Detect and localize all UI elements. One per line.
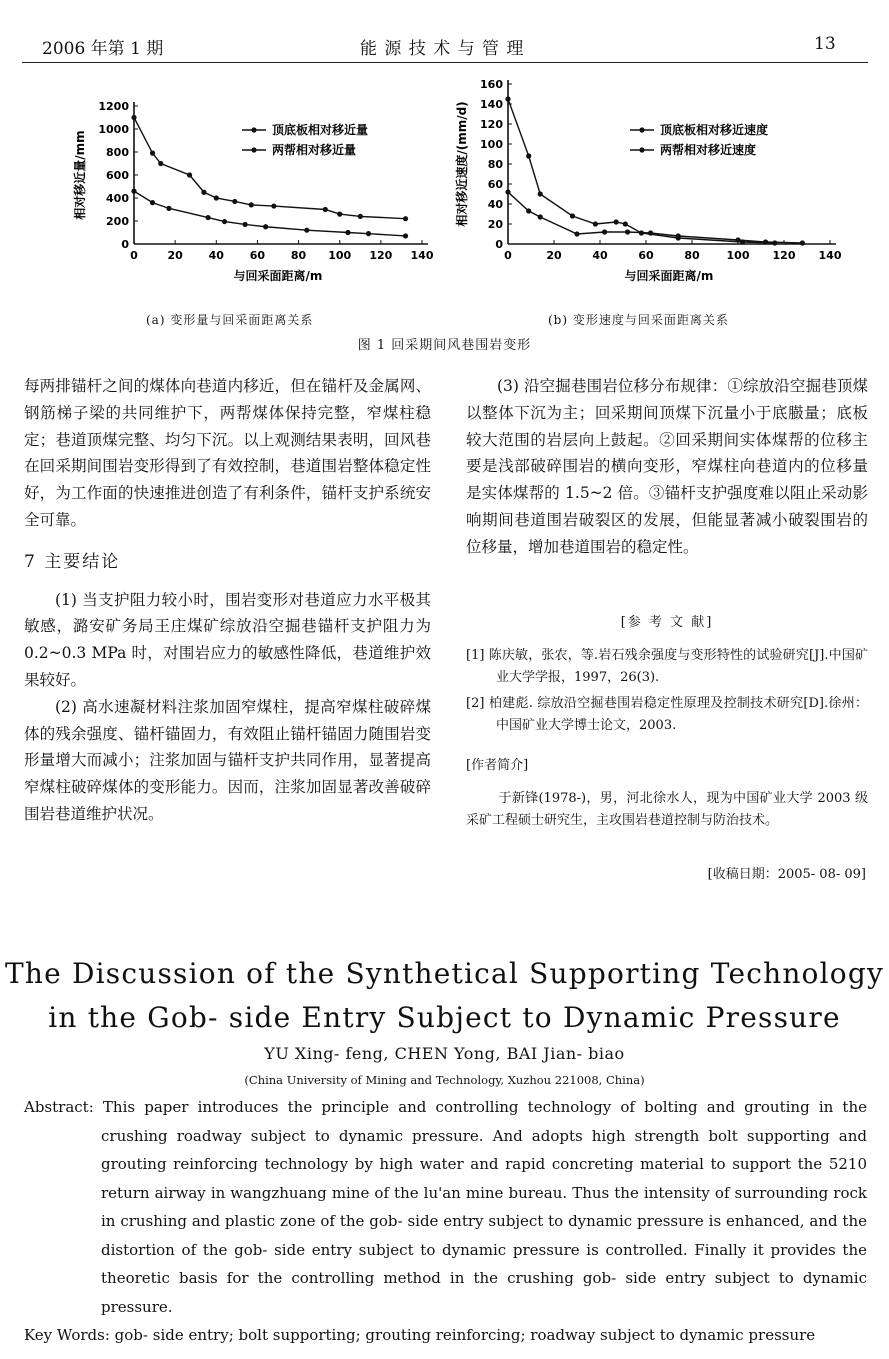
english-abstract	[24, 1093, 867, 1350]
data-point	[593, 221, 598, 226]
y-axis-label: 相对移近量/mm	[73, 130, 87, 220]
y-tick-label: 20	[487, 218, 503, 231]
data-point	[403, 216, 408, 221]
caption-b: (b) 变形速度与回采面距离关系	[548, 313, 729, 327]
data-point	[358, 214, 363, 219]
y-tick-label: 160	[480, 78, 503, 91]
x-tick-label: 140	[410, 249, 434, 262]
issue-label: 2006 年第 1 期	[42, 39, 164, 59]
figure-caption: 图 1 回采期间风巷围岩变形	[357, 338, 532, 353]
data-point	[403, 233, 408, 238]
references-title: [参 考 文 献]	[620, 615, 714, 630]
x-tick-label: 0	[504, 249, 512, 262]
data-point	[602, 229, 607, 234]
data-point	[150, 200, 155, 205]
legend-marker	[251, 127, 256, 132]
data-point	[150, 151, 155, 156]
data-point	[740, 239, 745, 244]
header-rule	[22, 62, 868, 63]
data-point	[158, 161, 163, 166]
english-authors: YU Xing- feng, CHEN Yong, BAI Jian- biao	[264, 1044, 625, 1063]
x-tick-label: 120	[369, 249, 393, 262]
x-axis-label: 与回采面距离/m	[624, 269, 714, 283]
chart-deformation-rate	[452, 72, 872, 297]
y-tick-label: 200	[106, 215, 129, 228]
left-paragraph-1: 每两排锚杆之间的煤体向巷道内移近，但在锚杆及金属网、钢筋梯子梁的共同维护下，两帮煤体保持完整，窄煤柱稳定；巷道顶煤完整、均匀下沉。以上观测结果表明，回风巷在回采期间围岩变形得到了有效控制，巷道围岩整体稳定性好，为工作面的快速推进创造了有利条件，锚杆支护系统安全可靠。	[24, 377, 431, 529]
legend-label: 两帮相对移近速度	[660, 143, 757, 157]
data-point	[242, 222, 247, 227]
author-bio-title: [作者简介]	[466, 758, 529, 773]
y-tick-label: 100	[480, 138, 503, 151]
data-point	[526, 153, 531, 158]
legend-marker	[639, 127, 644, 132]
x-tick-label: 40	[592, 249, 608, 262]
data-point	[263, 224, 268, 229]
reference-item: [1] 陈庆敏，张农，等.岩石残余强度与变形特性的试验研究[J].中国矿业大学学报，1997，26(3).	[466, 648, 868, 685]
y-tick-label: 0	[121, 238, 129, 251]
keywords-text: gob- side entry; bolt supporting; grouting reinforcing; roadway subject to dynamic pressure	[114, 1326, 816, 1344]
y-tick-label: 1000	[98, 123, 129, 136]
references-list	[466, 645, 868, 737]
legend-marker	[251, 147, 256, 152]
data-point	[538, 191, 543, 196]
right-paragraph-1: (3) 沿空掘巷围岩位移分布规律：①综放沿空掘巷顶煤以整体下沉为主；回采期间顶煤下沉量小于底臌量；底板较大范围的岩层向上鼓起。②回采期间实体煤帮的位移主要是浅部破碎围岩的横向变形，窄煤柱向巷道内的位移量是实体煤帮的 1.5~2 倍。③锚杆支护强度难以阻止采动影响期间巷道围岩破裂区的发展，但能显著减小破裂围岩的位移量，增加巷道围岩的稳定性。	[466, 377, 868, 556]
data-point	[625, 229, 630, 234]
legend-label: 顶底板相对移近量	[272, 123, 369, 137]
data-point	[505, 189, 510, 194]
x-tick-label: 20	[167, 249, 183, 262]
data-point	[337, 212, 342, 217]
journal-name: 能 源 技 术 与 管 理	[360, 39, 525, 59]
data-point	[131, 115, 136, 120]
data-point	[323, 207, 328, 212]
english-title	[0, 952, 889, 1040]
data-point	[623, 221, 628, 226]
data-point	[205, 215, 210, 220]
page-number: 13	[814, 34, 836, 54]
y-tick-label: 0	[495, 238, 503, 251]
chart-deformation	[70, 72, 450, 297]
x-tick-label: 80	[290, 249, 307, 262]
x-tick-label: 60	[249, 249, 266, 262]
data-point	[772, 240, 777, 245]
data-point	[345, 230, 350, 235]
section-heading: 7 主要结论	[24, 551, 121, 572]
data-point	[538, 214, 543, 219]
abstract-label: Abstract:	[24, 1098, 94, 1116]
data-point	[800, 240, 805, 245]
x-tick-label: 120	[772, 249, 796, 262]
legend-marker	[639, 147, 644, 152]
data-point	[574, 231, 579, 236]
received-date: [收稿日期：2005- 08- 09]	[707, 867, 866, 882]
x-tick-label: 100	[328, 249, 352, 262]
y-axis-label: 相对移近速度/(mm/d)	[455, 101, 469, 227]
author-bio: 于新锋(1978-)，男，河北徐水人，现为中国矿业大学 2003 级采矿工程硕士研究生，主攻围岩巷道控制与防治技术。	[466, 791, 868, 828]
data-point	[214, 195, 219, 200]
data-point	[639, 230, 644, 235]
data-point	[222, 219, 227, 224]
abstract-text: This paper introduces the principle and controlling technology of bolting and grouting in the crushing roadway subject to dynamic pressure. And adopts high strength bolt supporting and grouting reinforcing technology by high water and rapid concreting material to support the 5210 return airway in wangzhuang mine of the lu'an mine bureau. Thus the intensity of surrounding rock in crushing and plastic zone of the gob- side entry subject to dynamic pressure is enhanced, and the distortion of the gob- side entry subject to dynamic pressure is controlled. Finally it provides the theoretic basis for the controlling method in the crushing gob- side entry subject to dynamic pressure.	[101, 1098, 867, 1316]
x-tick-label: 0	[130, 249, 138, 262]
series-line	[134, 191, 406, 236]
data-point	[570, 213, 575, 218]
data-point	[271, 203, 276, 208]
english-title-line-2: in the Gob- side Entry Subject to Dynamic Pressure	[48, 1001, 841, 1034]
y-tick-label: 400	[106, 192, 129, 205]
y-tick-label: 120	[480, 118, 503, 131]
data-point	[187, 172, 192, 177]
y-tick-label: 1200	[98, 100, 129, 113]
data-point	[232, 199, 237, 204]
y-tick-label: 60	[487, 178, 503, 191]
data-point	[166, 206, 171, 211]
data-point	[505, 96, 510, 101]
data-point	[366, 231, 371, 236]
y-tick-label: 40	[487, 198, 503, 211]
data-point	[131, 189, 136, 194]
x-tick-label: 20	[546, 249, 562, 262]
x-tick-label: 60	[638, 249, 654, 262]
data-point	[676, 235, 681, 240]
english-title-line-1: The Discussion of the Synthetical Supporting Technology	[5, 957, 884, 990]
data-point	[249, 202, 254, 207]
data-point	[201, 190, 206, 195]
legend-label: 两帮相对移近量	[272, 143, 357, 157]
left-paragraph-3: (2) 高水速凝材料注浆加固窄煤柱，提高窄煤柱破碎煤体的残余强度、锚杆锚固力，有效阻止锚杆锚固力随围岩变形量增大而减小；注浆加固与锚杆支护共同作用，显著提高窄煤柱破碎煤体的变形能力。因而，注浆加固显著改善破碎围岩巷道维护状况。	[24, 697, 431, 823]
y-tick-label: 140	[480, 98, 503, 111]
y-tick-label: 600	[106, 169, 129, 182]
legend-label: 顶底板相对移近速度	[660, 123, 769, 137]
reference-item: [2] 柏建彪. 综放沿空掘巷围岩稳定性原理及控制技术研究[D].徐州：中国矿业大学博士论文，2003.	[466, 696, 868, 733]
right-column	[466, 373, 868, 561]
data-point	[526, 208, 531, 213]
x-tick-label: 40	[208, 249, 224, 262]
series-line	[508, 99, 775, 243]
x-axis-label: 与回采面距离/m	[233, 269, 323, 283]
y-tick-label: 800	[106, 146, 129, 159]
english-affiliation: (China University of Mining and Technology, Xuzhou 221008, China)	[244, 1073, 645, 1087]
data-point	[304, 228, 309, 233]
left-column	[24, 373, 431, 828]
x-tick-label: 80	[684, 249, 700, 262]
left-paragraph-2: (1) 当支护阻力较小时，围岩变形对巷道应力水平极其敏感，潞安矿务局王庄煤矿综放沿空掘巷锚杆支护阻力为 0.2~0.3 MPa 时，对围岩应力的敏感性降低，巷道维护效果较好。	[24, 590, 431, 689]
data-point	[614, 219, 619, 224]
y-tick-label: 80	[487, 158, 503, 171]
caption-a: (a) 变形量与回采面距离关系	[146, 313, 314, 327]
keywords-label: Key Words:	[24, 1326, 110, 1344]
x-tick-label: 100	[726, 249, 750, 262]
x-tick-label: 140	[818, 249, 842, 262]
